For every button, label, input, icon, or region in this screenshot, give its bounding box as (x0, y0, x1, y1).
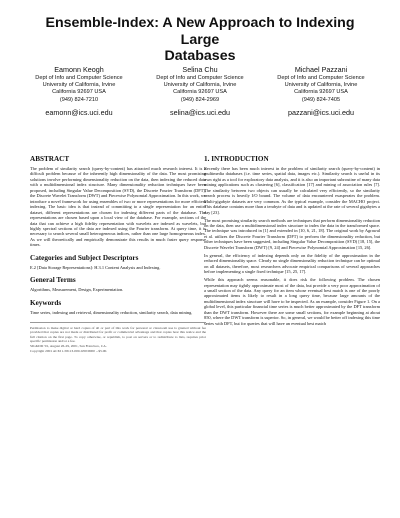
abstract-text: The problem of similarity search (query-by-content) has attracted much research interest. It is a difficult problem because of the inherently high dimensionality of the data. The most promising solutions involve performing dimensionality reduction on the data, then indexing the reduced data with a multidimensional index structure. Many dimensionality reduction techniques have been proposed, including Singular Value Decomposition (SVD), the Discrete Fourier Transform (DFT), the Discrete Wavelet Transform (DWT) and Piecewise Polynomial Approximation. In this work, we introduce a novel framework for using ensembles of two or more representations for more efficient indexing. The basic idea is that instead of committing to a single representation for an entire dataset, different representations are chosen for indexing different parts of the database. The representations are chosen based upon a local view of the database. For example, sections of the data that can achieve a high fidelity representation with wavelets are indexed as wavelets, but highly spectral sections of the data are indexed using the Fourier transform. At query time, it is necessary to search several small heterogeneous indices, rather than one large homogeneous index. As we will theoretically and empirically demonstrate this results in much faster query response times. (30, 166, 206, 248)
copyright-conference: SIGKDD '01, August 26-29, 2001, San Francisco, CA. (30, 343, 107, 348)
categories-heading: Categories and Subject Descriptors (30, 253, 139, 262)
copyright-permission: Permission to make digital or hard copies of all or part of this work for personal or classroom use is granted without fee provided that copies are not made or distributed for profit or commercial advantage and that copies bear this notice and the full citation on the first page. To copy otherwise, or republish, to post on servers or to redistribute to lists, requires prior specific permission and/or a fee. (30, 326, 206, 344)
author-name: Michael Pazzani (294, 65, 348, 74)
author-univ: University of California, Irvine (163, 82, 237, 89)
left-column (30, 155, 206, 513)
author-addr: California 92697 USA (294, 89, 348, 96)
paper-title (40, 15, 360, 65)
author-name: Selina Chu (182, 65, 218, 74)
right-column (204, 155, 380, 513)
author-email: pazzani@ics.uci.edu (287, 107, 355, 117)
copyright-line: Copyright 2001 ACM 1-58113-000-0/00/0000 ...$5.00. (30, 348, 108, 353)
intro-paragraph: The most promising similarity search methods are techniques that perform dimensionality reduction on the data, then use a multidimensional index structure to index the data in the transformed space. The technique was introduced in [1] and extended in [10, 6, 21, 18]. The original work by Agrawal et al. utilizes the Discrete Fourier Transform (DFT) to perform the dimensionality reduction, but other techniques have been suggested, including Singular Value Decomposition (SVD) [18, 15], the Discrete Wavelet Transform (DWT) [9, 24] and Piecewise Polynomial Approximation [15, 26]. (204, 217, 380, 250)
author-block (140, 65, 260, 117)
author-univ: University of California, Irvine (42, 82, 116, 89)
author-dept: Dept of Info and Computer Science (277, 75, 365, 81)
abstract-heading: ABSTRACT (30, 155, 70, 163)
author-phone: (949) 824-7210 (59, 96, 99, 103)
copyright-notice (30, 322, 206, 353)
author-block (19, 65, 139, 117)
keywords-heading: Keywords (30, 298, 62, 307)
author-univ: University of California, Irvine (284, 82, 358, 89)
author-dept: Dept of Info and Computer Science (156, 75, 244, 81)
general-terms-text: Algorithms, Measurement, Design, Experimentation. (30, 287, 124, 293)
keywords-text: Time series, indexing and retrieval, dimensionality reduction, similarity search, data mining. (30, 309, 193, 315)
author-addr: California 92697 USA (173, 89, 227, 96)
author-phone: (949) 824-7405 (301, 96, 341, 103)
author-dept: Dept of Info and Computer Science (35, 75, 123, 81)
author-block (261, 65, 381, 117)
author-email: selina@ics.uci.edu (169, 107, 231, 117)
author-phone: (949) 824-2969 (180, 96, 220, 103)
introduction-heading: 1. INTRODUCTION (204, 155, 269, 163)
title-line-2: Databases (164, 48, 236, 64)
general-terms-heading: General Terms (30, 276, 76, 285)
intro-paragraph: In general, the efficiency of indexing depends only on the fidelity of the approximation in the reduced dimensionality space. Clearly no single dimensionality reduction technique can be optimal on all datasets, therefore, most researchers advocate empirical comparisons of several approaches before implementing a single fixed technique [15, 25, 17]. (204, 252, 380, 275)
categories-text: E.2 [Data Storage Representations]: H.3.1 Content Analysis and Indexing. (30, 264, 161, 270)
intro-paragraph: While this approach seems reasonable, it does risk the following problem. The chosen representation may tightly approximate most of the data, but provide a very poor approximation of a small section of the data. Any query for an item whose eventual best match is one of the poorly approximated items is likely to result in a long query time, because large amounts of the multidimensional index structure will have to be inspected. As an example, consider Figure 1. On a global level, this particular financial time series is much better approximated by the DFT transform than the DWT transform. However there are some small sections, for example beginning at about 850, where the DWT transform is superior. So, in general, we would be better off indexing this time series with DFT, but for queries that will have an eventual best match (204, 277, 380, 326)
intro-paragraph: Recently there has been much interest in the problem of similarity search (query-by-content) in multimedia databases (i.e. time series, spatial data, images etc.). Similarity search is useful in its own right as a tool for exploratory data analysis, and it is also an important subroutine of many data mining applications such as clustering [6], classification [17] and mining of association rules [7]. The similarity between two objects can usually be calculated very efficiently, so the similarity search process is heavily I/O bound. The volume of data encountered exasperates the problem. Multi-gigabyte datasets are very common. As the typical example, consider the MACHO project. This database contains more than a terabyte of data and is updated at the rate of several gigabytes a day [23]. (204, 166, 380, 215)
author-name: Eamonn Keogh (54, 65, 104, 74)
author-addr: California 92697 USA (52, 89, 106, 96)
title-line-1: Ensemble-Index: A New Approach to Indexing Large (45, 15, 355, 48)
author-email: eamonn@ics.uci.edu (45, 107, 113, 117)
